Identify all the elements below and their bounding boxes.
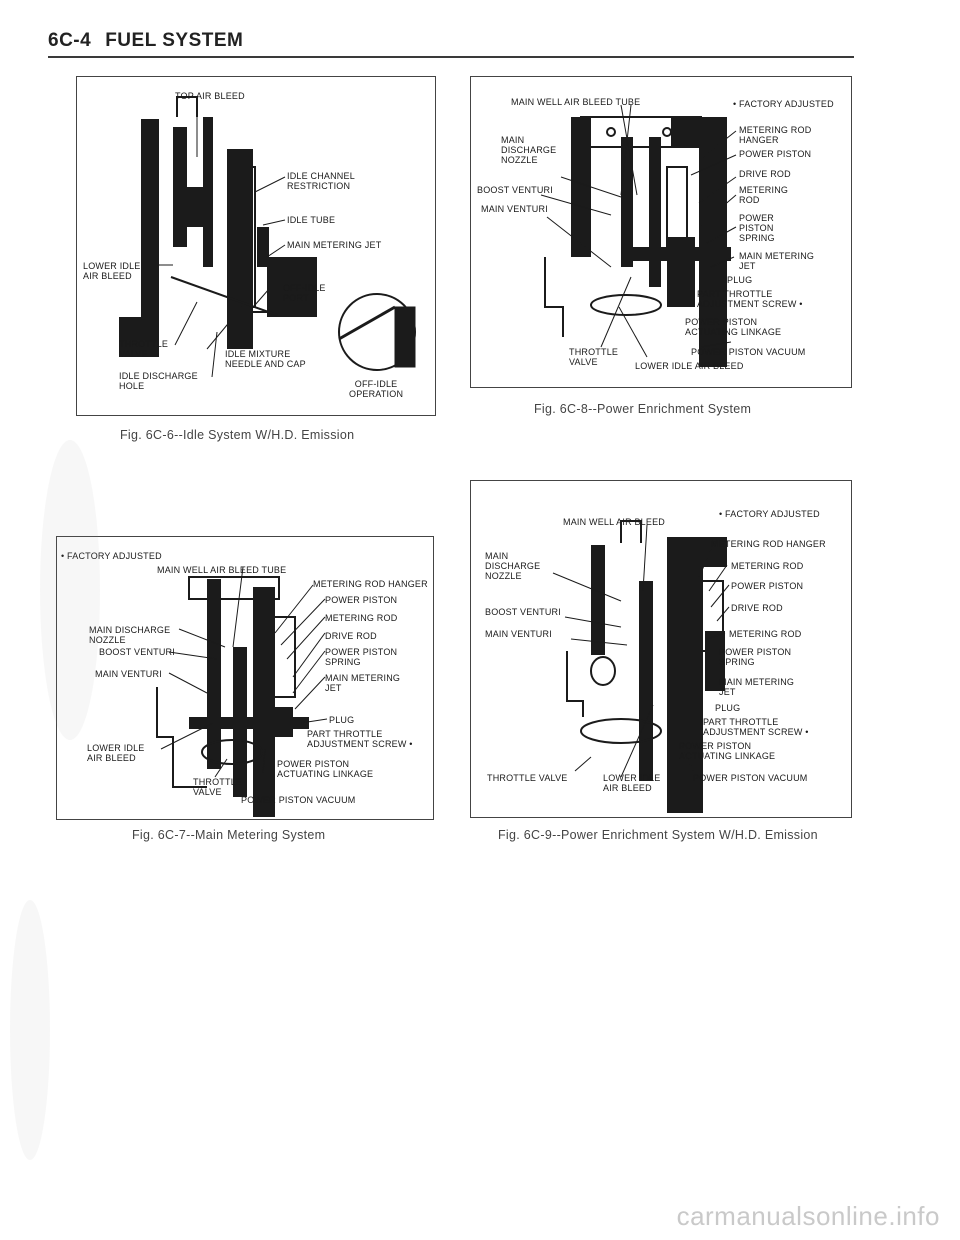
label-power-piston-vacuum: POWER PISTON VACUUM bbox=[691, 347, 806, 357]
label-metering-rod-hanger: METERING ROD HANGER bbox=[711, 539, 826, 549]
label-main-discharge-nozzle: MAIN DISCHARGE NOZZLE bbox=[89, 625, 171, 645]
label-lower-idle-air-bleed: LOWER IDLE AIR BLEED bbox=[635, 361, 744, 371]
figure-6c-7 bbox=[56, 536, 434, 820]
label-boost-venturi: BOOST VENTURI bbox=[485, 607, 561, 617]
label-metering-rod-hanger: METERING ROD HANGER bbox=[313, 579, 428, 589]
figure-6c-9 bbox=[470, 480, 852, 818]
label-power-piston: POWER PISTON bbox=[325, 595, 398, 605]
scan-smudge bbox=[10, 900, 50, 1160]
label-power-piston-linkage: POWER PISTON ACTUATING LINKAGE bbox=[277, 759, 374, 779]
label-main-venturi: MAIN VENTURI bbox=[95, 669, 162, 679]
label-part-throttle-screw: PART THROTTLE ADJUSTMENT SCREW • bbox=[703, 717, 809, 737]
label-main-discharge-nozzle: MAIN DISCHARGE NOZZLE bbox=[501, 135, 557, 165]
caption-fig-6c-8: Fig. 6C-8--Power Enrichment System bbox=[534, 402, 752, 416]
label-lower-idle-air-bleed: LOWER IDLE AIR BLEED bbox=[603, 773, 661, 793]
label-off-idle-operation: OFF-IDLE OPERATION bbox=[349, 379, 404, 399]
label-boost-venturi: BOOST VENTURI bbox=[477, 185, 553, 195]
label-lower-idle-air-bleed: LOWER IDLE AIR BLEED bbox=[83, 261, 141, 281]
label-idle-tube: IDLE TUBE bbox=[287, 215, 336, 225]
label-factory-adjusted: • FACTORY ADJUSTED bbox=[61, 551, 162, 561]
page-header bbox=[48, 30, 257, 52]
label-throttle-valve: THROTTLE VALVE bbox=[119, 339, 169, 359]
label-power-piston: POWER PISTON bbox=[739, 149, 812, 159]
label-power-piston-spring: POWER PISTON SPRING bbox=[739, 213, 775, 243]
label-off-idle-port: OFF-IDLE PORT bbox=[283, 283, 326, 303]
page-title: FUEL SYSTEM bbox=[105, 30, 244, 51]
label-main-metering-jet: MAIN METERING JET bbox=[739, 251, 815, 271]
label-main-well-air-bleed-tube: MAIN WELL AIR BLEED TUBE bbox=[157, 565, 287, 575]
power-enrichment-illustration bbox=[471, 77, 851, 387]
watermark: carmanualsonline.info bbox=[676, 1201, 940, 1231]
label-power-piston-spring: POWER PISTON SPRING bbox=[325, 647, 398, 667]
label-lower-idle-air-bleed: LOWER IDLE AIR BLEED bbox=[87, 743, 145, 763]
label-metering-rod-1: METERING ROD bbox=[731, 561, 804, 571]
label-drive-rod: DRIVE ROD bbox=[739, 169, 791, 179]
label-main-metering-jet: MAIN METERING JET bbox=[325, 673, 401, 693]
label-throttle-valve: THROTTLE VALVE bbox=[487, 773, 568, 783]
label-metering-rod: METERING ROD bbox=[325, 613, 398, 623]
label-main-well-air-bleed-tube: MAIN WELL AIR BLEED TUBE bbox=[511, 97, 641, 107]
caption-fig-6c-6: Fig. 6C-6--Idle System W/H.D. Emission bbox=[120, 428, 355, 442]
caption-fig-6c-7: Fig. 6C-7--Main Metering System bbox=[132, 828, 326, 842]
label-power-piston-linkage: POWER PISTON ACTUATING LINKAGE bbox=[679, 741, 776, 761]
label-factory-adjusted: • FACTORY ADJUSTED bbox=[733, 99, 834, 109]
label-main-venturi: MAIN VENTURI bbox=[481, 204, 548, 214]
label-idle-discharge-hole: IDLE DISCHARGE HOLE bbox=[119, 371, 198, 391]
label-power-piston: POWER PISTON bbox=[731, 581, 804, 591]
caption-fig-6c-9: Fig. 6C-9--Power Enrichment System W/H.D. Emission bbox=[498, 828, 818, 842]
label-power-piston-vacuum: POWER PISTON VACUUM bbox=[241, 795, 356, 805]
figure-6c-6 bbox=[76, 76, 436, 416]
section-number: 6C-4 bbox=[48, 30, 92, 51]
label-idle-channel-restriction: IDLE CHANNEL RESTRICTION bbox=[287, 171, 355, 191]
label-plug: PLUG bbox=[715, 703, 741, 713]
figure-6c-8 bbox=[470, 76, 852, 388]
label-throttle-valve: THROTTLE VALVE bbox=[193, 777, 243, 797]
label-plug: PLUG bbox=[727, 275, 753, 285]
label-boost-venturi: BOOST VENTURI bbox=[99, 647, 175, 657]
label-throttle-valve: THROTTLE VALVE bbox=[569, 347, 619, 367]
label-drive-rod: DRIVE ROD bbox=[325, 631, 377, 641]
label-power-piston-linkage: POWER PISTON ACTUATING LINKAGE bbox=[685, 317, 782, 337]
label-power-piston-spring: POWER PISTON SPRING bbox=[719, 647, 792, 667]
label-part-throttle-screw: PART THROTTLE ADJUSTMENT SCREW • bbox=[307, 729, 413, 749]
label-metering-rod: METERING ROD bbox=[739, 185, 789, 205]
label-main-well-air-bleed: MAIN WELL AIR BLEED bbox=[563, 517, 665, 527]
label-metering-rod-2: METERING ROD bbox=[729, 629, 802, 639]
label-idle-mixture-needle: IDLE MIXTURE NEEDLE AND CAP bbox=[225, 349, 306, 369]
label-power-piston-vacuum: POWER PISTON VACUUM bbox=[693, 773, 808, 783]
power-enrichment-hd-illustration bbox=[471, 481, 851, 817]
header-rule bbox=[48, 56, 854, 58]
label-main-venturi: MAIN VENTURI bbox=[485, 629, 552, 639]
label-part-throttle-screw: PART THROTTLE ADJUSTMENT SCREW • bbox=[697, 289, 803, 309]
label-main-metering-jet: MAIN METERING JET bbox=[719, 677, 795, 697]
label-plug: PLUG bbox=[329, 715, 355, 725]
label-main-discharge-nozzle: MAIN DISCHARGE NOZZLE bbox=[485, 551, 541, 581]
label-metering-rod-hanger: METERING ROD HANGER bbox=[739, 125, 812, 145]
scan-smudge bbox=[40, 440, 100, 740]
label-top-air-bleed: TOP AIR BLEED bbox=[175, 91, 245, 101]
label-factory-adjusted: • FACTORY ADJUSTED bbox=[719, 509, 820, 519]
label-main-metering-jet: MAIN METERING JET bbox=[287, 240, 382, 250]
label-drive-rod: DRIVE ROD bbox=[731, 603, 783, 613]
